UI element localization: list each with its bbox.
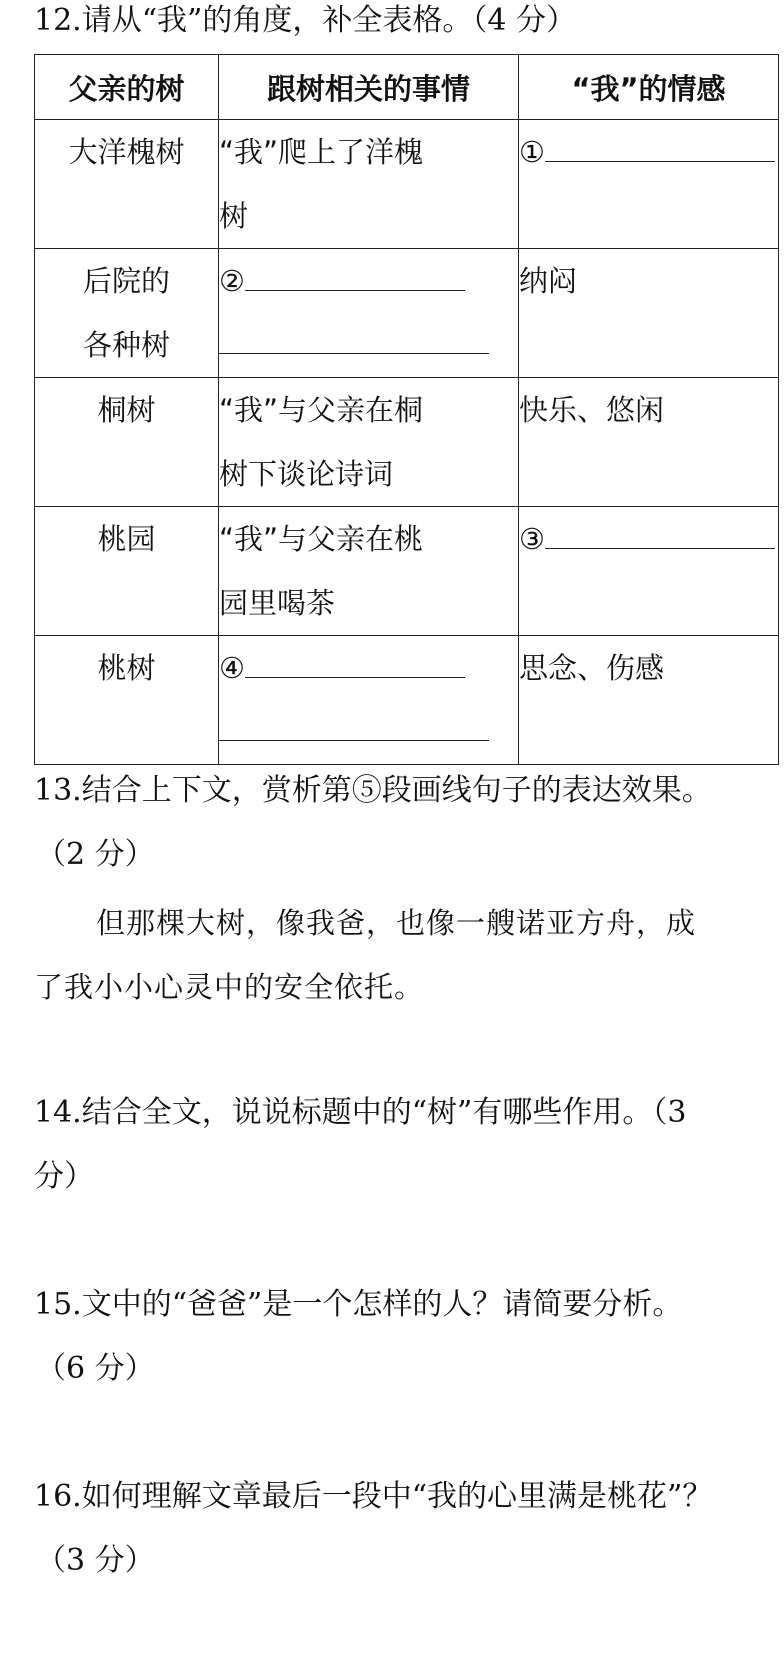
event-cell xyxy=(219,249,519,378)
tree-cell: 桃树 xyxy=(35,636,219,765)
feeling-cell xyxy=(519,507,779,636)
event-text: “我”与父亲在桃 xyxy=(219,522,424,556)
underlined-sentence-cont: 了我小小心灵中的安全依托。 xyxy=(34,970,425,1004)
feeling-cell: 快乐、悠闲 xyxy=(519,378,779,507)
event-cell xyxy=(219,378,519,507)
event-cell xyxy=(219,120,519,249)
event-text: 树 xyxy=(219,199,249,233)
question-16-title: 16.如何理解文章最后一段中“我的心里满是桃花”？ xyxy=(34,1479,713,1514)
question-13-score: （2 分） xyxy=(36,837,155,872)
table-row xyxy=(35,507,779,636)
answer-table xyxy=(34,54,779,765)
feeling-cell xyxy=(519,120,779,249)
tree-cell: 大洋槐树 xyxy=(35,120,219,249)
event-text: 园里喝茶 xyxy=(219,586,336,620)
tree-cell xyxy=(35,249,219,378)
answer-blank[interactable] xyxy=(545,508,775,549)
table-header-cell: 父亲的树 xyxy=(35,55,219,120)
question-15-title: 15.文中的“爸爸”是一个怎样的人？请简要分析。 xyxy=(34,1287,683,1322)
feeling-cell: 思念、伤感 xyxy=(519,636,779,765)
answer-blank[interactable] xyxy=(545,121,775,162)
question-13-title: 13.结合上下文，赏析第⑤段画线句子的表达效果。 xyxy=(34,773,712,808)
answer-blank[interactable] xyxy=(245,250,465,291)
answer-blank[interactable] xyxy=(245,637,465,678)
event-cell xyxy=(219,507,519,636)
feeling-cell: 纳闷 xyxy=(519,249,779,378)
event-text: 树下谈论诗词 xyxy=(219,457,394,491)
question-16-score: （3 分） xyxy=(36,1543,155,1578)
event-text: “我”与父亲在桐 xyxy=(219,393,424,427)
question-15-score: （6 分） xyxy=(36,1351,155,1386)
table-header-cell: 跟树相关的事情 xyxy=(219,55,519,120)
table-header-cell: “我”的情感 xyxy=(519,55,779,120)
tree-cell: 桐树 xyxy=(35,378,219,507)
underlined-sentence: 但那棵大树，像我爸，也像一艘诺亚方舟，成 xyxy=(96,906,697,940)
table-header-row xyxy=(35,55,779,120)
event-cell xyxy=(219,636,519,765)
table-row xyxy=(35,636,779,765)
question-14-score: 分） xyxy=(34,1159,94,1194)
tree-text: 后院的 xyxy=(82,264,170,298)
answer-blank[interactable] xyxy=(219,313,489,354)
blank-marker: ③ xyxy=(519,522,545,556)
table-row xyxy=(35,249,779,378)
event-text: “我”爬上了洋槐 xyxy=(219,135,424,169)
blank-marker: ① xyxy=(519,135,545,169)
table-row xyxy=(35,120,779,249)
tree-text: 各种树 xyxy=(82,328,170,362)
table-row xyxy=(35,378,779,507)
answer-blank[interactable] xyxy=(219,700,489,741)
blank-marker: ② xyxy=(219,264,245,298)
question-14-title: 14.结合全文，说说标题中的“树”有哪些作用。（3 xyxy=(34,1095,687,1130)
blank-marker: ④ xyxy=(219,651,245,685)
tree-cell: 桃园 xyxy=(35,507,219,636)
question-12-title: 12.请从“我”的角度，补全表格。（4 分） xyxy=(34,3,577,38)
